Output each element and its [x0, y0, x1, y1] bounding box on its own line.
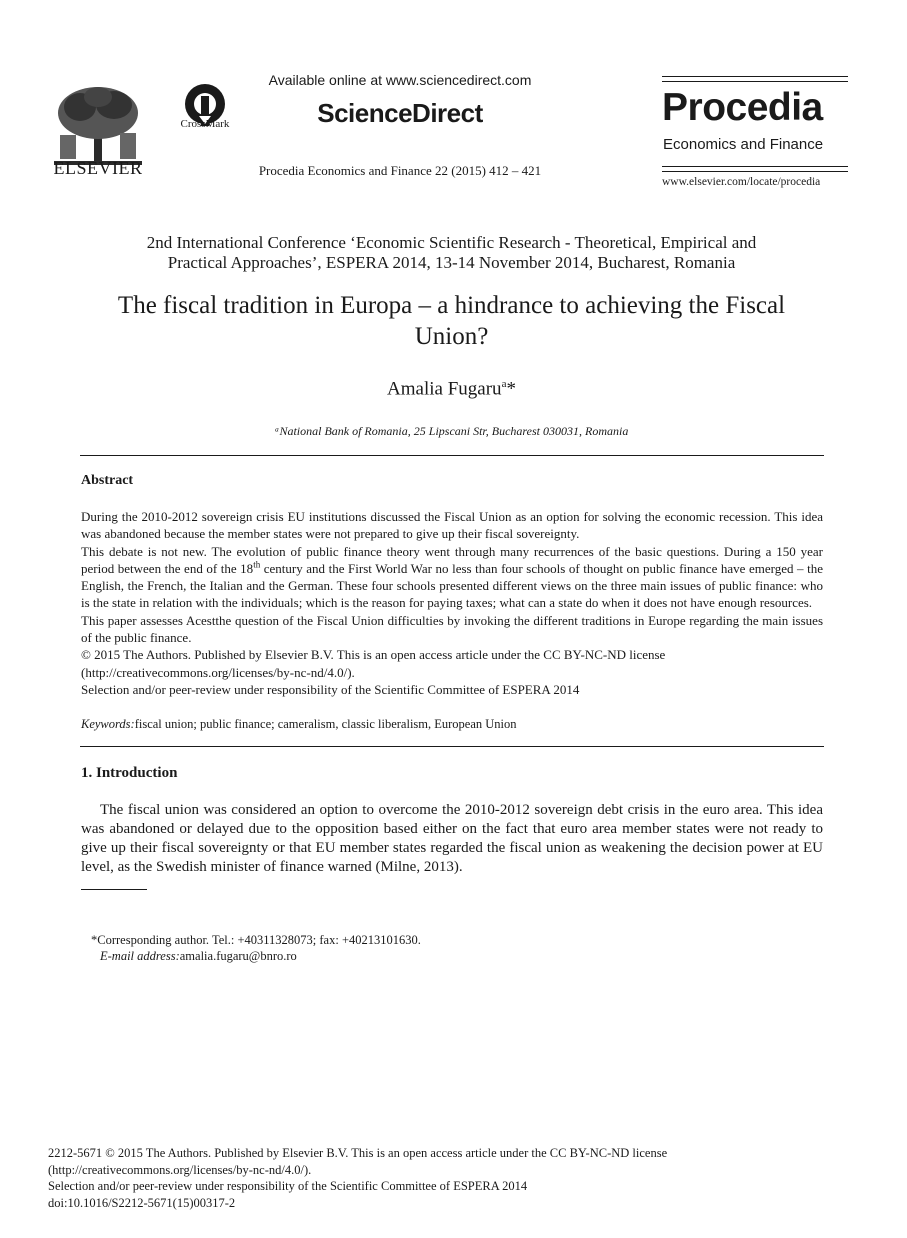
- title-line-2: Union?: [414, 323, 489, 350]
- article-title: [80, 290, 823, 352]
- copyright-line: © 2015 The Authors. Published by Elsevier B.V. This is an open access article under the CC BY-NC-ND license: [81, 647, 666, 663]
- procedia-top-rule-2: [662, 81, 848, 82]
- procedia-logo: Procedia: [662, 86, 823, 129]
- keywords-label: Keywords:: [81, 717, 135, 731]
- abstract-paragraph: This debate is not new. The evolution of public finance theory went through many recurrences of the basic questions. During a 150 year period between the end of the 18th century and the First World War no less than four schools of thought on public finance have emerged – the English, the French, the Italian and the German. These four schools presented different views on the three main issues of public finance: who is the state in relation with the individuals; which is the reason for paying taxes; what can a state do when it does not have enough resources.: [81, 543, 823, 611]
- email-address[interactable]: amalia.fugaru@bnro.ro: [179, 949, 297, 963]
- author-corresponding-mark: *: [506, 378, 516, 400]
- crossmark-label: CrossMark: [180, 118, 230, 130]
- abstract-heading: Abstract: [81, 473, 134, 488]
- keywords: [81, 717, 823, 732]
- footer-peer-review: Selection and/or peer-review under responsibility of the Scientific Committee of ESPERA 2014: [48, 1179, 528, 1193]
- keywords-list: fiscal union; public finance; cameralism, classic liberalism, European Union: [134, 717, 517, 731]
- section-heading: 1. Introduction: [81, 765, 178, 781]
- abstract-paragraph: During the 2010-2012 sovereign crisis EU institutions discussed the Fiscal Union as an option for solving the economic recession. This idea was abandoned because the member states were not prepared to give up their fiscal sovereignty.: [81, 509, 823, 542]
- footer-issn-license: 2212-5671 © 2015 The Authors. Published by Elsevier B.V. This is an open access article under the CC BY-NC-ND license: [48, 1146, 668, 1160]
- abstract-body: [81, 508, 823, 698]
- email-note: [100, 949, 297, 964]
- corresponding-author-note: *Corresponding author. Tel.: +40311328073; fax: +40213101630.: [91, 933, 421, 947]
- procedia-mid-rule-2: [662, 171, 848, 172]
- footer-license-link[interactable]: (http://creativecommons.org/licenses/by-nc-nd/4.0/).: [48, 1162, 312, 1177]
- procedia-subtitle: Economics and Finance: [663, 136, 824, 153]
- elsevier-wordmark: ELSEVIER: [53, 158, 143, 178]
- sciencedirect-logo: ScienceDirect: [317, 98, 483, 128]
- author-affil-mark: a: [501, 378, 507, 390]
- procedia-top-rule: [662, 76, 848, 77]
- journal-url-link[interactable]: www.elsevier.com/locate/procedia: [662, 176, 821, 188]
- author-name: [80, 378, 823, 400]
- affiliation: ᵃNational Bank of Romania, 25 Lipscani Str, Bucharest 030031, Romania: [274, 424, 629, 438]
- page-footer: [48, 1145, 848, 1211]
- intro-paragraph: The fiscal union was considered an option to overcome the 2010-2012 sovereign debt crisis in the euro area. This idea was abandoned or delayed due to the opposition based either on the fact that euro area member states were not ready to give up their fiscal sovereignty or that EU member states regarded the fiscal union as weakening the decision power at EU level, as the Swedish minister of finance warned (Milne, 2013).: [81, 802, 823, 875]
- title-line-1: The fiscal tradition in Europa – a hindrance to achieving the Fiscal: [117, 292, 786, 319]
- procedia-mid-rule: [662, 166, 848, 167]
- conference-info: [80, 233, 823, 273]
- email-label: E-mail address:: [100, 949, 180, 963]
- footer-doi[interactable]: doi:10.1016/S2212-5671(15)00317-2: [48, 1195, 236, 1210]
- author-text: Amalia Fugaru: [387, 378, 502, 400]
- conference-line-1: 2nd International Conference ‘Economic Scientific Research - Theoretical, Empirical and: [146, 233, 757, 252]
- abstract-top-rule: [80, 455, 824, 456]
- journal-reference: Procedia Economics and Finance 22 (2015) 412 – 421: [258, 163, 542, 178]
- available-online-text: Available online at www.sciencedirect.com: [268, 72, 532, 88]
- peer-review-line: Selection and/or peer-review under responsibility of the Scientific Committee of ESPERA 2014: [81, 681, 580, 697]
- license-link[interactable]: (http://creativecommons.org/licenses/by-nc-nd/4.0/).: [81, 664, 355, 680]
- footnote-rule: [81, 889, 147, 890]
- conference-line-2: Practical Approaches’, ESPERA 2014, 13-14 November 2014, Bucharest, Romania: [167, 253, 736, 272]
- abstract-bottom-rule: [80, 746, 824, 747]
- abstract-paragraph: This paper assesses Acestthe question of the Fiscal Union difficulties by invoking the different traditions in Europe regarding the main issues of the public finance.: [81, 612, 823, 646]
